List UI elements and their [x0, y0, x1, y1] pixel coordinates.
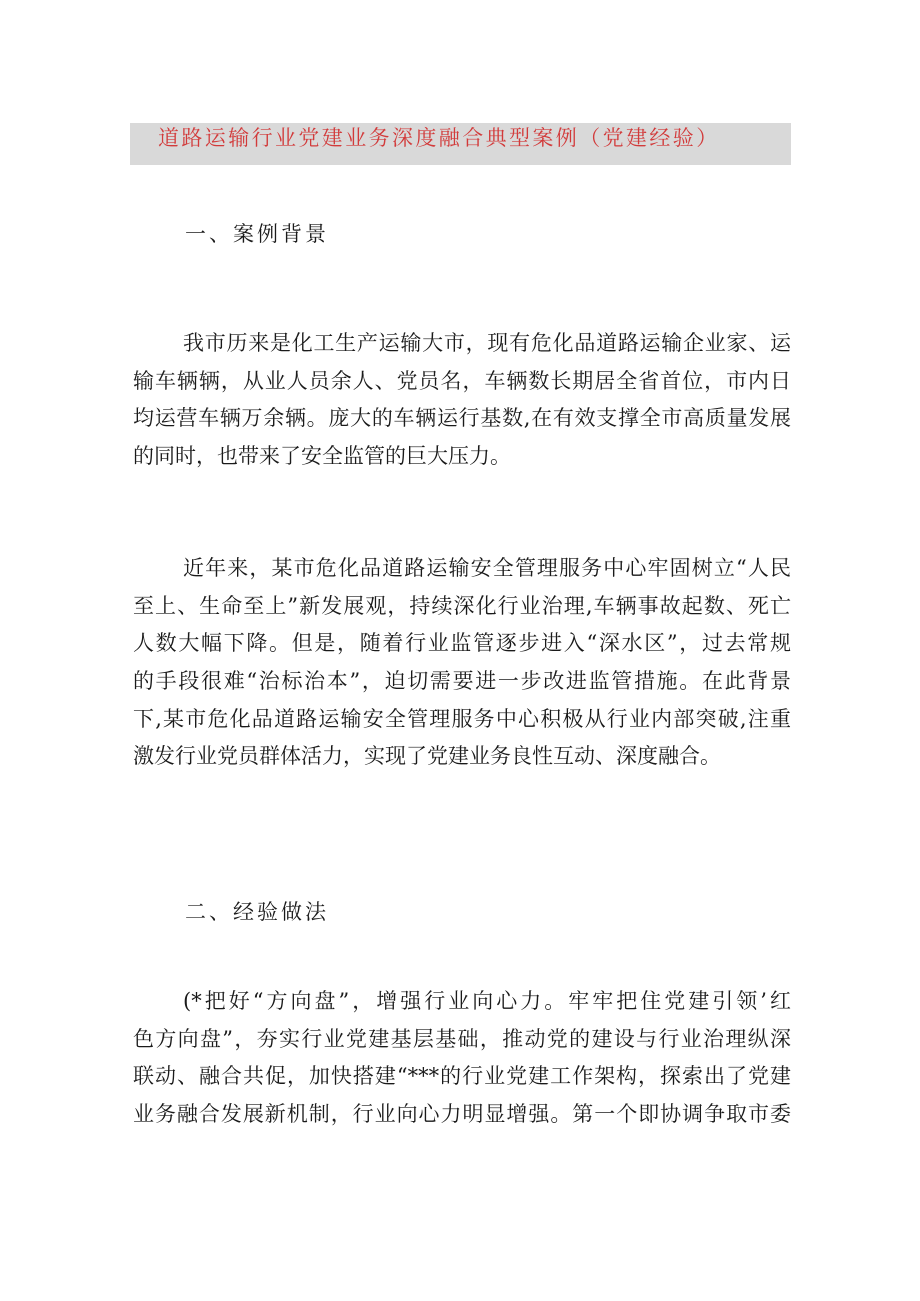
paragraph-background-1: [133, 325, 791, 476]
text-line: 人数大幅下降。但是，随着行业监管逐步进入“深水区”，过去常规: [133, 631, 791, 656]
text-line: 的手段很难“治标治本”，迫切需要进一步改进监管措施。在此背景: [133, 669, 791, 694]
section-heading-methods: 二、经验做法: [185, 900, 329, 924]
text-line: 至上、生命至上”新发展观，持续深化行业治理,车辆事故起数、死亡: [133, 593, 791, 618]
document-title: 道路运输行业党建业务深度融合典型案例（党建经验）: [158, 126, 720, 150]
text-line: 输车辆辆，从业人员余人、党员名，车辆数长期居全省首位，市内日: [133, 368, 791, 393]
text-line: 业务融合发展新机制，行业向心力明显增强。第一个即协调争取市委: [133, 1102, 791, 1127]
paragraph-background-2: [133, 550, 791, 776]
text-line: (*把好“方向盘”，增强行业向心力。牢牢把住党建引领’红: [183, 989, 791, 1013]
text-line: 我市历来是化工生产运输大市，现有危化品道路运输企业家、运: [183, 331, 791, 355]
paragraph-methods-1: [133, 983, 791, 1134]
title-banner: [130, 123, 791, 165]
text-line: 色方向盘”，夯实行业党建基层基础，推动党的建设与行业治理纵深: [133, 1026, 791, 1051]
text-line: 激发行业党员群体活力，实现了党建业务良性互动、深度融合。: [133, 744, 721, 769]
text-line: 的同时，也带来了安全监管的巨大压力。: [133, 444, 511, 469]
text-line: 联动、融合共促，加快搭建“***的行业党建工作架构，探索出了党建: [133, 1064, 791, 1089]
text-line: 下,某市危化品道路运输安全管理服务中心积极从行业内部突破,注重: [133, 706, 791, 731]
text-line: 均运营车辆万余辆。庞大的车辆运行基数,在有效支撑全市高质量发展: [133, 406, 791, 431]
text-line: 近年来，某市危化品道路运输安全管理服务中心牢固树立“人民: [183, 556, 791, 580]
section-heading-background: 一、案例背景: [185, 222, 329, 246]
